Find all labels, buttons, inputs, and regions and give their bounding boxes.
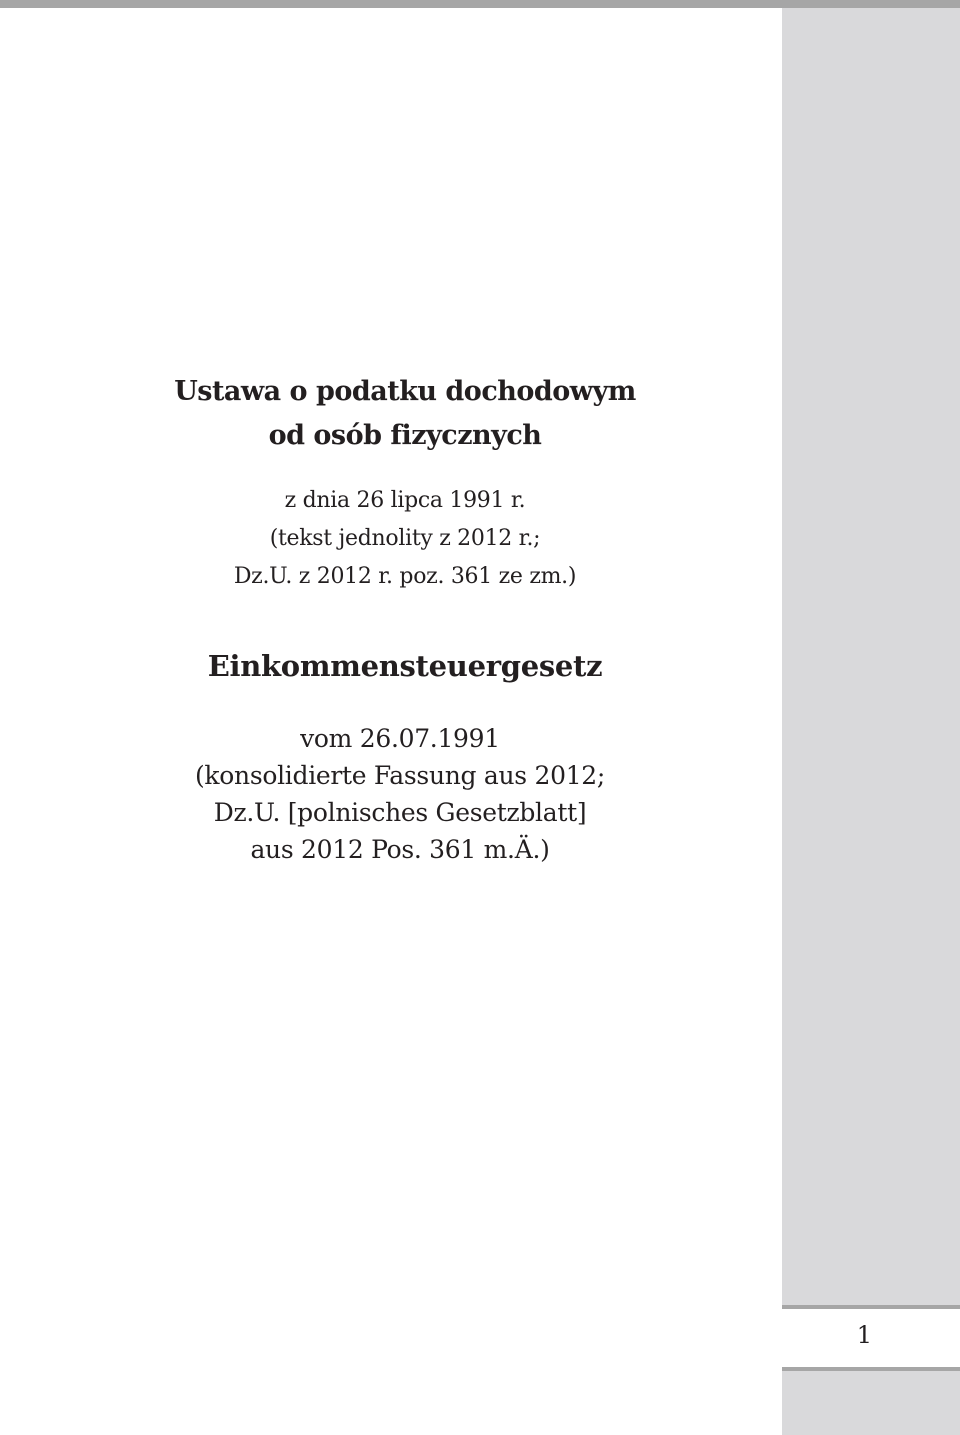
polish-title-line-1: Ustawa o podatku dochodowym xyxy=(174,376,636,407)
german-meta-line-3: Dz.U. [polnisches Gesetzblatt] xyxy=(213,798,587,827)
german-meta-line-1: vom 26.07.1991 xyxy=(300,724,500,753)
polish-title xyxy=(150,370,660,458)
polish-title-line-2: od osób fizycznych xyxy=(268,420,542,451)
polish-meta-line-2: (tekst jednolity z 2012 r.; xyxy=(269,526,541,551)
german-meta-line-4: aus 2012 Pos. 361 m.Ä.) xyxy=(250,835,550,864)
polish-meta-line-1: z dnia 26 lipca 1991 r. xyxy=(284,488,526,513)
german-meta-line-2: (konsolidierte Fassung aus 2012; xyxy=(194,761,606,790)
german-meta xyxy=(120,720,680,868)
polish-meta-line-3: Dz.U. z 2012 r. poz. 361 ze zm.) xyxy=(233,564,577,589)
page-number: 1 xyxy=(856,1321,872,1349)
side-band xyxy=(782,8,960,1435)
german-title: Einkommensteuergesetz xyxy=(207,649,603,683)
title-block xyxy=(150,370,660,868)
page-number-box xyxy=(782,1305,960,1371)
polish-meta xyxy=(150,482,660,596)
top-border xyxy=(0,0,960,8)
